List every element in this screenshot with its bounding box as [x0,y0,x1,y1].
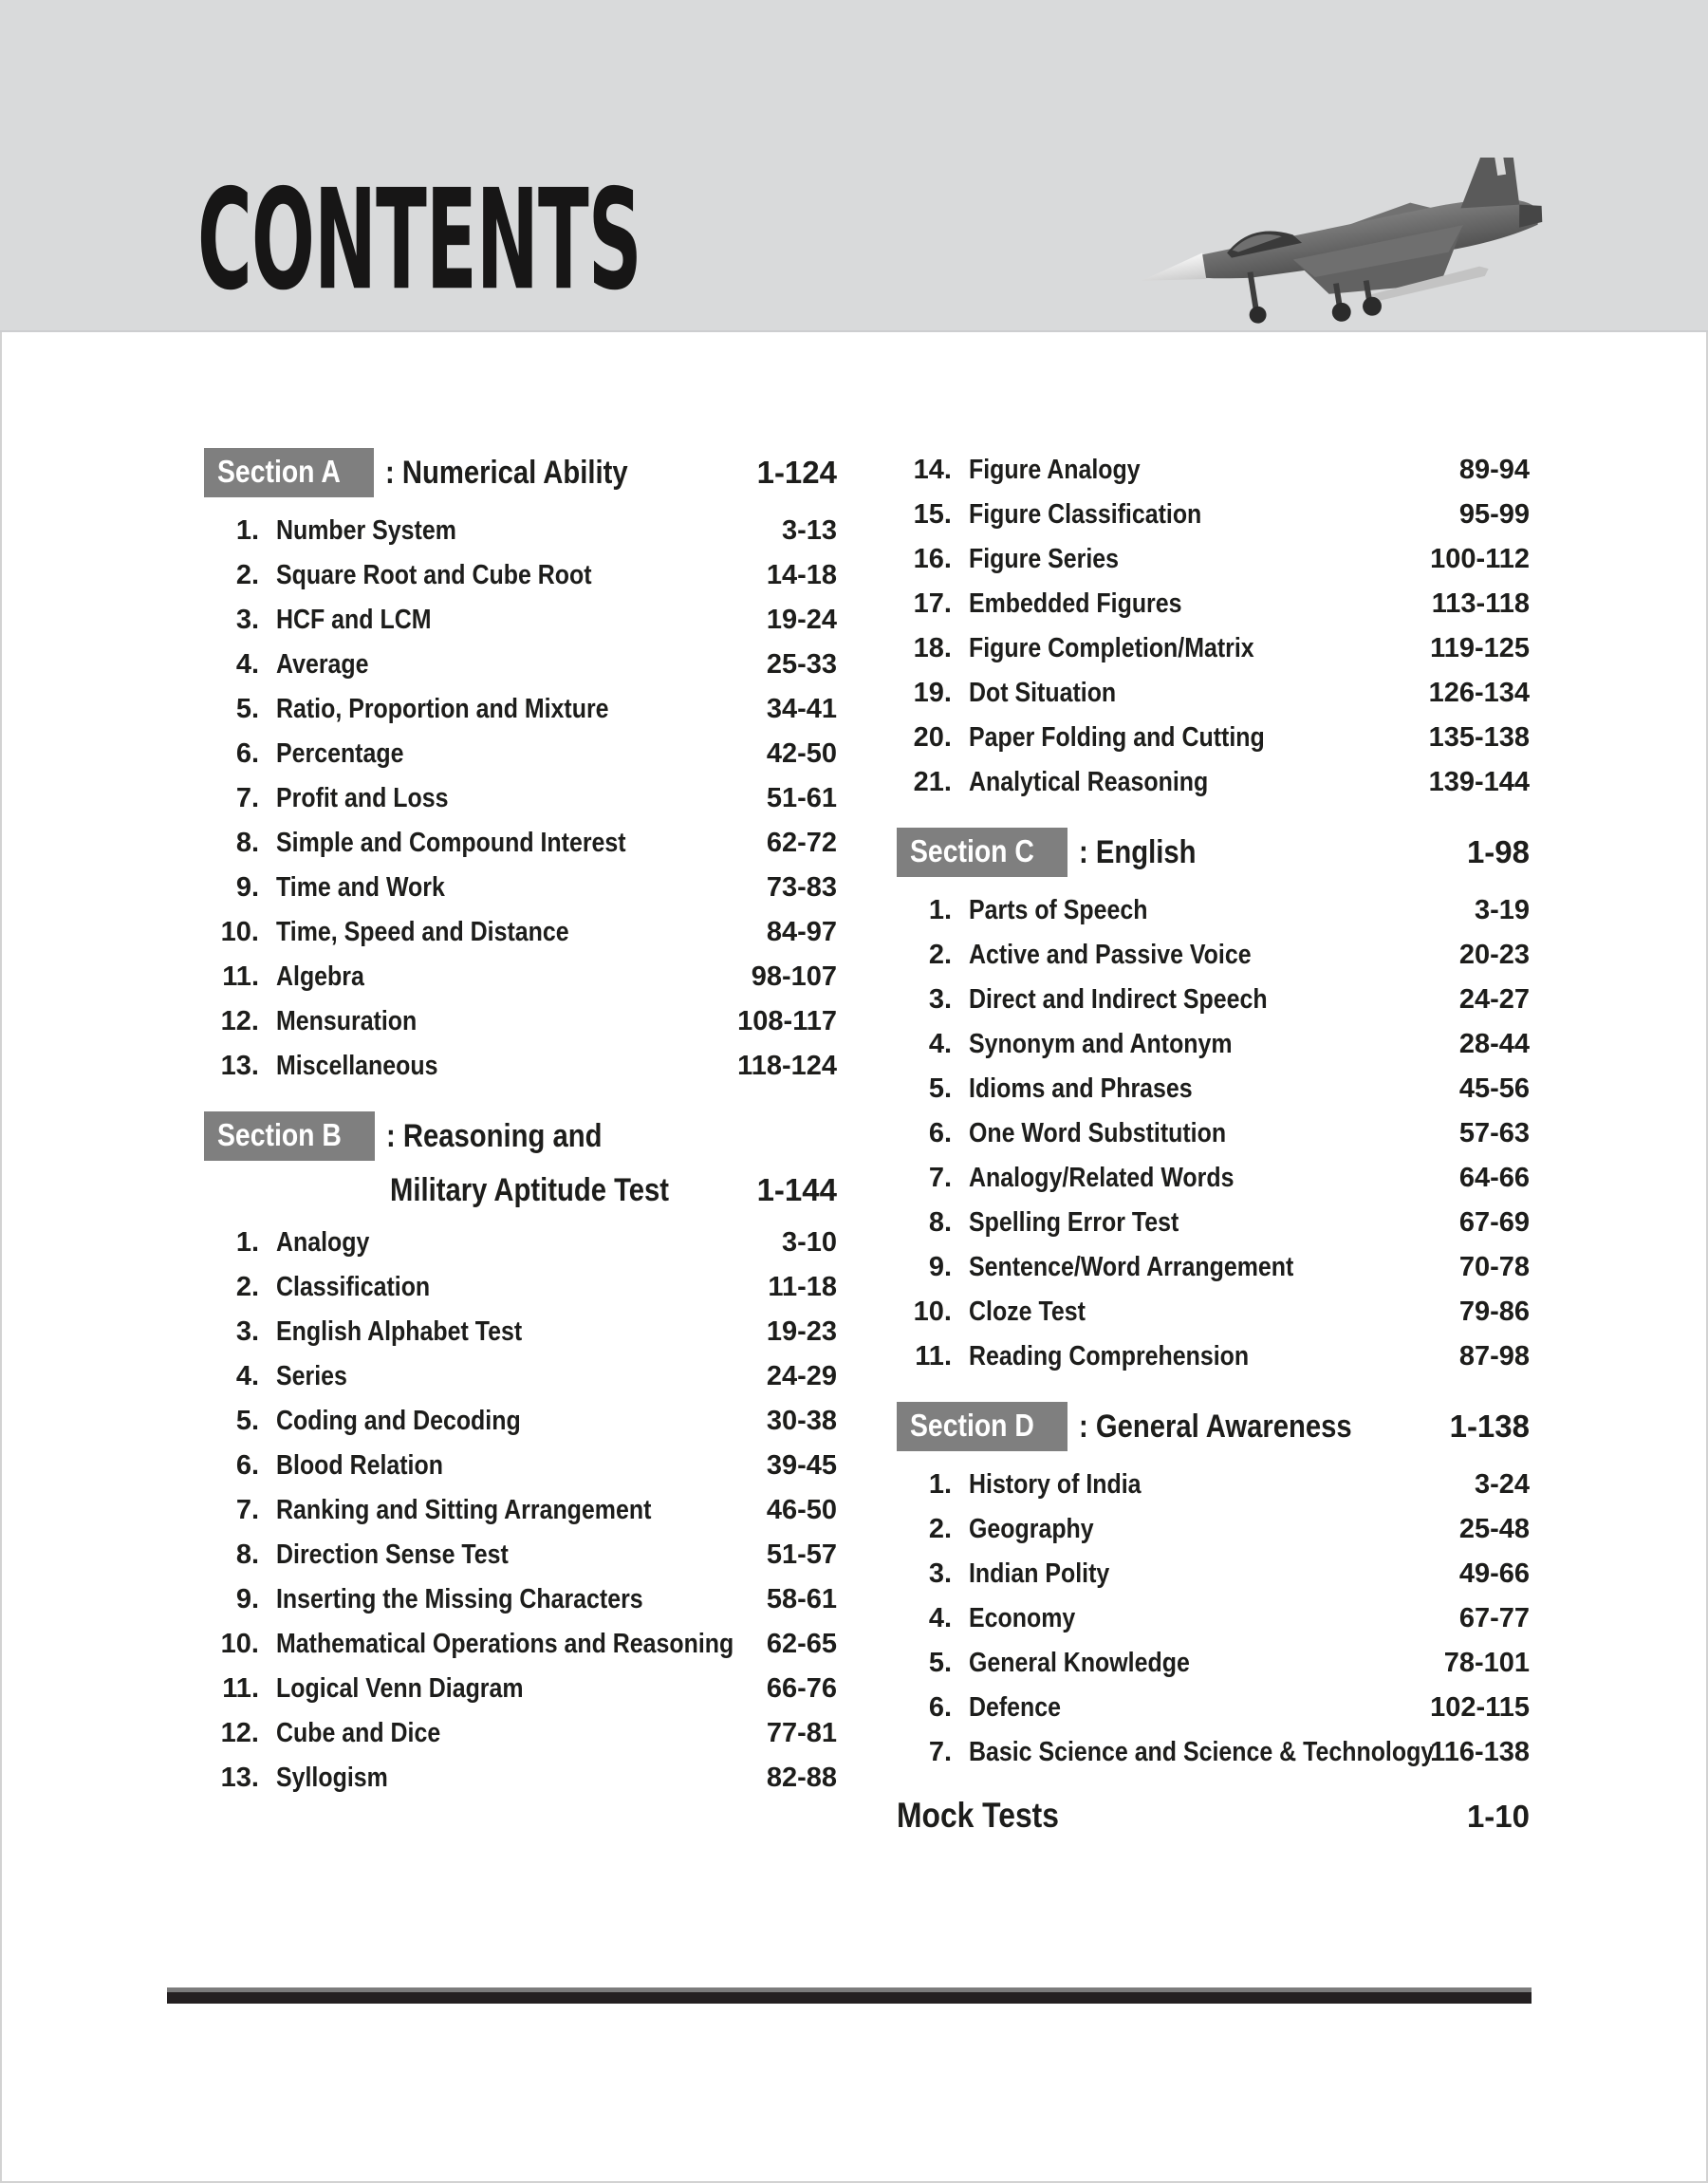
toc-item-number: 20. [913,722,952,753]
toc-item-pages: 100-112 [1430,544,1530,574]
toc-item-pages: 135-138 [1428,722,1530,753]
toc-item-title: History of India [969,1469,1142,1500]
toc-item-title: Mensuration [276,1006,418,1036]
toc-item-title: English Alphabet Test [276,1316,523,1347]
toc-item-number: 1. [235,1227,259,1258]
toc-item-title: Sentence/Word Arrangement [969,1252,1294,1282]
bottom-rule [167,1987,1532,2004]
toc-row [897,1552,1530,1596]
toc-row [897,1290,1530,1334]
toc-item-pages: 51-57 [766,1539,837,1570]
toc-item-number: 5. [235,1406,259,1436]
toc-item-title: Economy [969,1603,1076,1633]
toc-item-number: 15. [913,499,952,530]
toc-item-pages: 3-24 [1474,1469,1530,1500]
toc-item-number: 11. [222,1673,259,1704]
section-d-badge: Section D [897,1402,1068,1451]
section-c-list [897,888,1530,1379]
toc-item-number: 4. [928,1603,952,1633]
toc-item-title: Time, Speed and Distance [276,917,569,947]
toc-item-pages: 3-19 [1474,895,1530,925]
toc-item-title: Synonym and Antonym [969,1029,1233,1059]
toc-item-number: 4. [235,649,259,680]
toc-item-number: 8. [928,1207,952,1238]
toc-row [897,760,1530,805]
toc-row [204,509,837,553]
toc-item-number: 2. [235,560,259,590]
toc-item-pages: 3-13 [781,515,837,546]
toc-item-number: 1. [235,515,259,546]
toc-item-number: 10. [220,917,259,947]
section-b-title-line1: : Reasoning and [386,1117,603,1154]
toc-item-title: One Word Substitution [969,1118,1227,1148]
toc-row [204,1667,837,1711]
toc-item-title: Average [276,649,369,680]
toc-row [897,582,1530,626]
toc-item-pages: 25-48 [1458,1514,1530,1544]
toc-item-title: Parts of Speech [969,895,1148,925]
toc-item-pages: 49-66 [1458,1558,1530,1589]
section-d-title: : General Awareness [1079,1408,1352,1445]
toc-item-pages: 73-83 [766,872,837,903]
toc-row [897,933,1530,978]
toc-item-pages: 139-144 [1428,767,1530,797]
toc-item-number: 3. [928,984,952,1015]
toc-row [204,1756,837,1801]
section-b-pages: 1-144 [756,1172,837,1207]
toc-row [897,1730,1530,1775]
toc-item-pages: 77-81 [766,1718,837,1748]
toc-item-number: 9. [235,872,259,903]
toc-item-number: 1. [928,895,952,925]
toc-item-number: 2. [928,1514,952,1544]
toc-item-title: Inserting the Missing Characters [276,1584,643,1614]
toc-item-pages: 28-44 [1458,1029,1530,1059]
toc-row [204,1444,837,1488]
toc-item-number: 14. [913,455,952,485]
toc-item-title: Time and Work [276,872,445,903]
section-b-list-continued [897,448,1530,805]
right-column [897,448,1530,1836]
toc-item-number: 4. [928,1029,952,1059]
toc-item-number: 12. [220,1718,259,1748]
fighter-jet-image [1131,158,1550,332]
toc-item-pages: 62-65 [766,1629,837,1659]
toc-item-title: Miscellaneous [276,1051,438,1081]
header-band [0,0,1708,332]
toc-row [204,955,837,999]
toc-item-title: Percentage [276,738,404,769]
toc-row [897,1596,1530,1641]
toc-item-pages: 70-78 [1458,1252,1530,1282]
toc-item-title: General Knowledge [969,1648,1190,1678]
toc-item-number: 8. [235,1539,259,1570]
toc-item-pages: 89-94 [1458,455,1530,485]
section-d-header [897,1402,1530,1451]
toc-row [204,1622,837,1667]
toc-item-pages: 126-134 [1428,678,1530,708]
toc-item-number: 11. [222,961,259,992]
toc-row [204,598,837,643]
toc-row [204,1265,837,1310]
toc-row [204,1533,837,1577]
toc-item-pages: 78-101 [1443,1648,1530,1678]
toc-item-number: 7. [235,783,259,813]
toc-row [897,1022,1530,1067]
toc-item-number: 7. [928,1163,952,1193]
toc-row [204,732,837,776]
toc-item-number: 3. [235,605,259,635]
toc-item-title: Number System [276,515,456,546]
section-d-pages: 1-138 [1449,1409,1530,1444]
toc-item-title: Figure Classification [969,499,1202,530]
toc-item-title: Algebra [276,961,364,992]
toc-item-title: Cube and Dice [276,1718,441,1748]
toc-item-title: Direct and Indirect Speech [969,984,1268,1015]
toc-item-pages: 11-18 [768,1272,837,1302]
toc-item-title: Figure Series [969,544,1120,574]
toc-row [897,978,1530,1022]
toc-row [204,821,837,866]
toc-item-pages: 67-77 [1458,1603,1530,1633]
toc-item-pages: 84-97 [766,917,837,947]
toc-item-number: 10. [220,1629,259,1659]
toc-item-title: Coding and Decoding [276,1406,521,1436]
section-b-header [204,1111,837,1209]
section-a-badge: Section A [204,448,374,497]
toc-row [897,537,1530,582]
toc-item-number: 4. [235,1361,259,1391]
toc-row [204,866,837,910]
toc-item-pages: 19-23 [766,1316,837,1347]
section-c-header [897,828,1530,877]
toc-item-pages: 66-76 [766,1673,837,1704]
toc-item-pages: 14-18 [766,560,837,590]
section-b-badge: Section B [204,1111,375,1161]
toc-row [897,1245,1530,1290]
toc-item-title: Analogy [276,1227,370,1258]
toc-row [204,1399,837,1444]
toc-item-number: 18. [913,633,952,663]
toc-item-title: Figure Completion/Matrix [969,633,1254,663]
toc-item-pages: 113-118 [1431,588,1530,619]
toc-row [897,1507,1530,1552]
toc-row [897,1463,1530,1507]
toc-row [897,493,1530,537]
toc-item-pages: 25-33 [766,649,837,680]
toc-item-title: Simple and Compound Interest [276,828,626,858]
toc-item-pages: 24-29 [766,1361,837,1391]
toc-item-number: 6. [235,1450,259,1481]
toc-item-number: 10. [913,1297,952,1327]
toc-item-title: Figure Analogy [969,455,1141,485]
toc-item-number: 13. [220,1763,259,1793]
section-d-list [897,1463,1530,1775]
section-c-title: : English [1079,833,1197,870]
toc-row [897,1686,1530,1730]
section-b-title-line2: Military Aptitude Test [390,1172,670,1208]
toc-item-title: Geography [969,1514,1094,1544]
toc-item-pages: 39-45 [766,1450,837,1481]
toc-item-title: Paper Folding and Cutting [969,722,1265,753]
toc-row [204,1044,837,1089]
toc-item-title: Blood Relation [276,1450,443,1481]
toc-row [897,671,1530,716]
toc-row [897,626,1530,671]
toc-item-pages: 30-38 [766,1406,837,1436]
toc-item-pages: 57-63 [1458,1118,1530,1148]
toc-item-pages: 108-117 [737,1006,837,1036]
toc-row [204,1354,837,1399]
toc-item-title: Spelling Error Test [969,1207,1179,1238]
toc-item-title: Reading Comprehension [969,1341,1250,1371]
toc-item-pages: 119-125 [1430,633,1530,663]
toc-item-title: Analogy/Related Words [969,1163,1235,1193]
toc-item-title: Profit and Loss [276,783,449,813]
toc-row [204,1711,837,1756]
toc-item-title: Direction Sense Test [276,1539,509,1570]
toc-item-title: Syllogism [276,1763,388,1793]
toc-item-title: HCF and LCM [276,605,432,635]
toc-item-title: Dot Situation [969,678,1117,708]
toc-item-title: Ranking and Sitting Arrangement [276,1495,652,1525]
toc-item-number: 3. [928,1558,952,1589]
toc-row [204,776,837,821]
toc-row [204,910,837,955]
toc-item-pages: 87-98 [1458,1341,1530,1371]
toc-item-number: 3. [235,1316,259,1347]
section-a-header [204,448,837,497]
toc-row [897,448,1530,493]
mock-tests-row [897,1796,1530,1836]
toc-row [204,553,837,598]
toc-item-number: 7. [235,1495,259,1525]
section-c-badge: Section C [897,828,1068,877]
toc-row [897,1156,1530,1201]
toc-row [204,643,837,687]
toc-item-pages: 20-23 [1458,940,1530,970]
toc-item-number: 19. [913,678,952,708]
toc-item-title: Cloze Test [969,1297,1086,1327]
toc-item-number: 2. [235,1272,259,1302]
toc-item-pages: 95-99 [1458,499,1530,530]
toc-item-pages: 64-66 [1458,1163,1530,1193]
toc-item-number: 17. [913,588,952,619]
toc-item-number: 6. [235,738,259,769]
toc-item-number: 7. [928,1737,952,1767]
toc-item-title: Analytical Reasoning [969,767,1209,797]
jet-front-gear [1248,271,1259,311]
toc-item-number: 5. [928,1648,952,1678]
mock-tests-label: Mock Tests [897,1796,1059,1835]
toc-row [897,1641,1530,1686]
toc-item-number: 13. [220,1051,259,1081]
section-b-list [204,1221,837,1801]
toc-item-pages: 116-138 [1430,1737,1530,1767]
toc-row [897,888,1530,933]
toc-item-pages: 102-115 [1430,1692,1530,1723]
toc-item-title: Basic Science and Science & Technology [969,1737,1435,1767]
section-a-list [204,509,837,1089]
jet-nose-cone [1139,253,1206,289]
toc-row [204,999,837,1044]
toc-item-number: 11. [915,1341,952,1371]
toc-item-pages: 24-27 [1458,984,1530,1015]
toc-item-pages: 82-88 [766,1763,837,1793]
toc-row [204,1221,837,1265]
toc-item-pages: 67-69 [1458,1207,1530,1238]
toc-item-title: Ratio, Proportion and Mixture [276,694,609,724]
toc-item-title: Embedded Figures [969,588,1182,619]
toc-item-pages: 58-61 [766,1584,837,1614]
toc-item-pages: 45-56 [1458,1073,1530,1104]
toc-item-number: 12. [220,1006,259,1036]
toc-item-title: Logical Venn Diagram [276,1673,524,1704]
toc-row [204,687,837,732]
toc-item-title: Active and Passive Voice [969,940,1252,970]
section-a-pages: 1-124 [756,455,837,490]
toc-item-title: Series [276,1361,347,1391]
toc-item-title: Idioms and Phrases [969,1073,1193,1104]
left-column [204,448,837,1801]
toc-item-title: Classification [276,1272,431,1302]
toc-item-title: Indian Polity [969,1558,1110,1589]
toc-row [897,1111,1530,1156]
toc-item-number: 1. [928,1469,952,1500]
toc-row [204,1577,837,1622]
toc-row [204,1488,837,1533]
toc-item-pages: 46-50 [766,1495,837,1525]
toc-row [897,1067,1530,1111]
toc-item-pages: 79-86 [1458,1297,1530,1327]
section-c-pages: 1-98 [1466,834,1530,869]
toc-item-number: 9. [235,1584,259,1614]
toc-item-number: 21. [913,767,952,797]
section-a-title: : Numerical Ability [384,454,628,491]
toc-row [897,1201,1530,1245]
toc-item-number: 6. [928,1692,952,1723]
toc-item-pages: 51-61 [766,783,837,813]
toc-item-title: Mathematical Operations and Reasoning [276,1629,734,1659]
toc-item-pages: 98-107 [751,961,837,992]
toc-item-number: 9. [928,1252,952,1282]
toc-item-number: 6. [928,1118,952,1148]
toc-item-number: 5. [928,1073,952,1104]
toc-row [897,1334,1530,1379]
toc-row [204,1310,837,1354]
toc-item-pages: 34-41 [766,694,837,724]
mock-tests-pages: 1-10 [1466,1799,1530,1834]
page-title: CONTENTS [197,159,641,322]
toc-item-pages: 118-124 [737,1051,837,1081]
toc-item-pages: 62-72 [766,828,837,858]
toc-item-title: Square Root and Cube Root [276,560,592,590]
toc-item-title: Defence [969,1692,1062,1723]
toc-item-number: 16. [913,544,952,574]
toc-item-pages: 3-10 [781,1227,837,1258]
toc-row [897,716,1530,760]
toc-item-number: 8. [235,828,259,858]
toc-item-number: 2. [928,940,952,970]
toc-item-number: 5. [235,694,259,724]
toc-item-pages: 42-50 [766,738,837,769]
toc-item-pages: 19-24 [766,605,837,635]
